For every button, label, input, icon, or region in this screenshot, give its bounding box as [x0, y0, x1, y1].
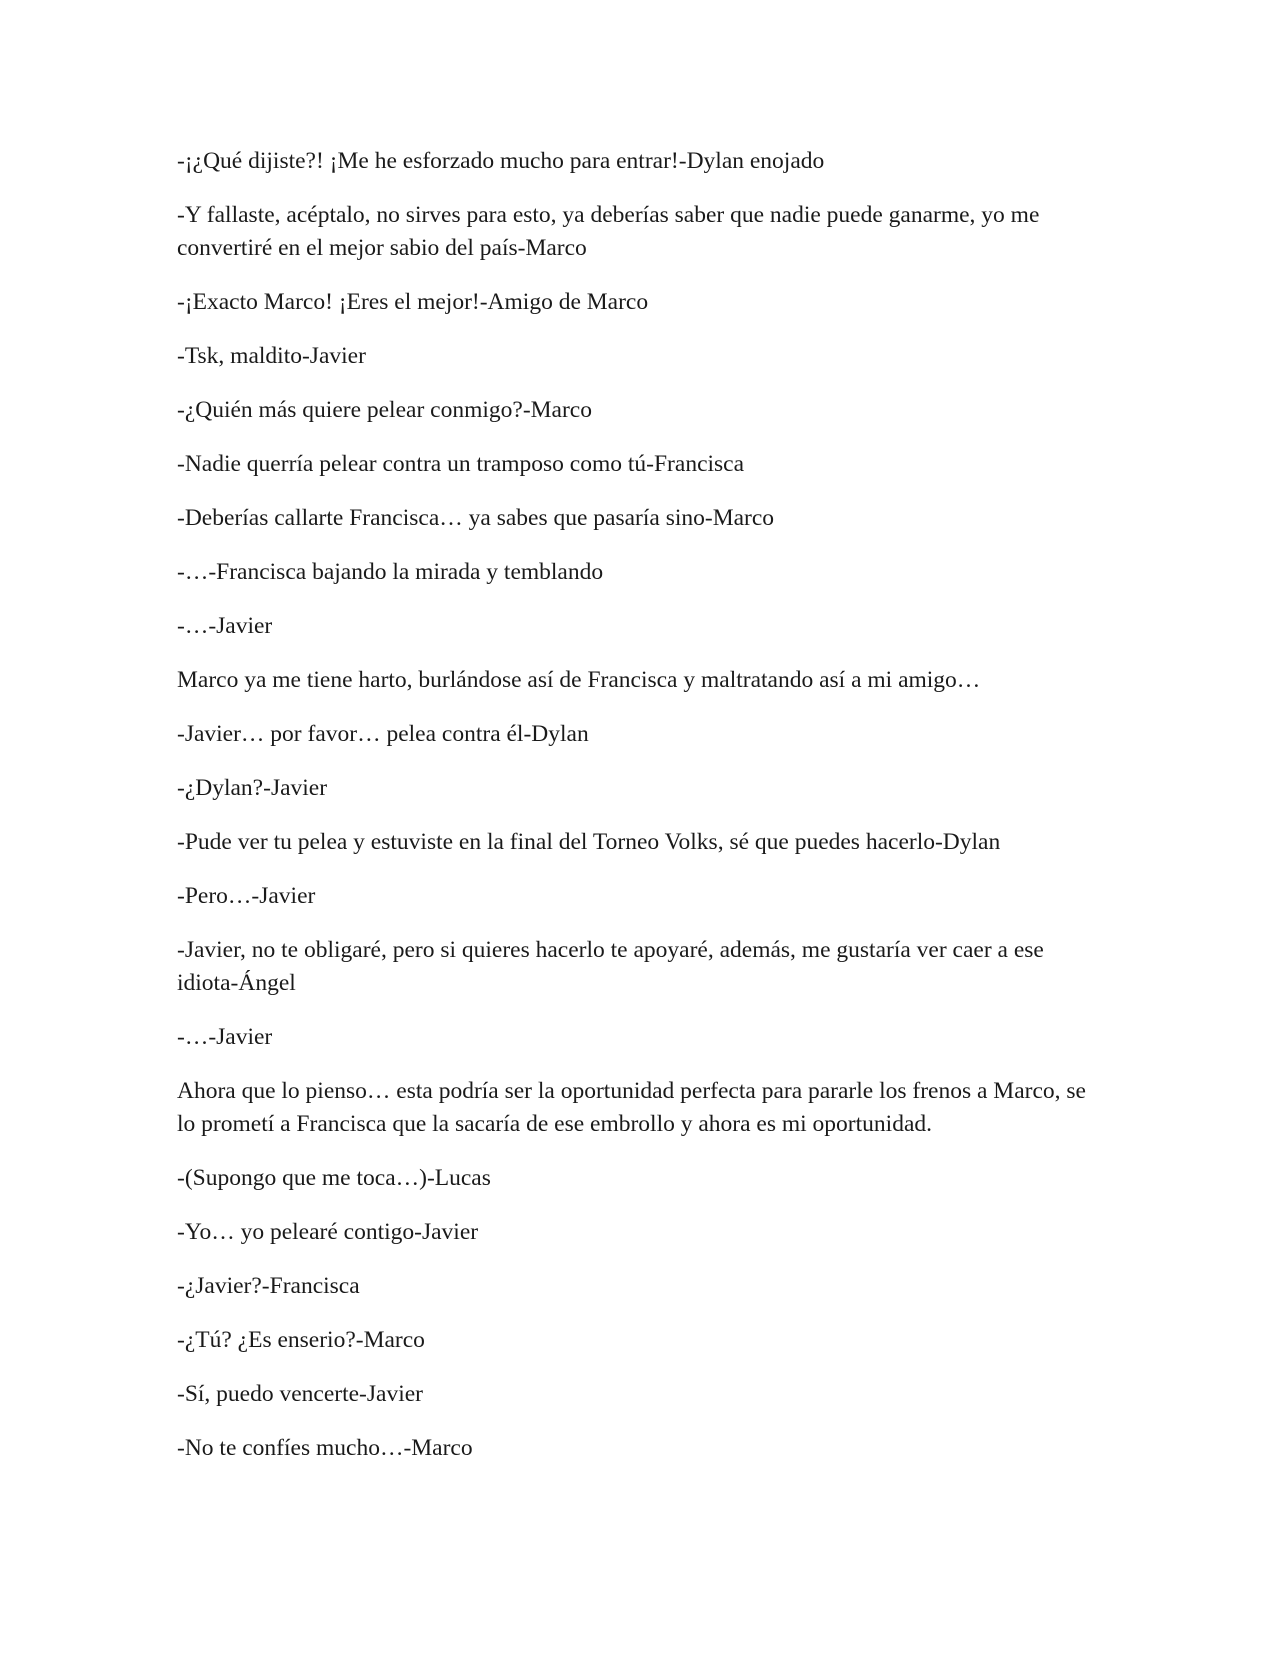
paragraph: -Pero…-Javier	[177, 883, 316, 909]
paragraph: -Sí, puedo vencerte-Javier	[177, 1381, 423, 1407]
paragraph: -¡Exacto Marco! ¡Eres el mejor!-Amigo de Marco	[177, 289, 649, 315]
paragraph: -…-Francisca bajando la mirada y temblando	[177, 559, 604, 585]
paragraph: -Tsk, maldito-Javier	[177, 343, 366, 369]
paragraph: -¡¿Qué dijiste?! ¡Me he esforzado mucho para entrar!-Dylan enojado	[177, 148, 825, 174]
paragraph: -¿Dylan?-Javier	[177, 775, 328, 801]
paragraph: -¿Tú? ¿Es enserio?-Marco	[177, 1327, 425, 1353]
paragraph: -(Supongo que me toca…)-Lucas	[177, 1165, 491, 1191]
paragraph: -Javier… por favor… pelea contra él-Dylan	[177, 721, 589, 747]
paragraph: -…-Javier	[177, 613, 273, 639]
paragraph: -…-Javier	[177, 1024, 273, 1050]
paragraph: -¿Javier?-Francisca	[177, 1273, 360, 1299]
paragraph: -Pude ver tu pelea y estuviste en la final del Torneo Volks, sé que puedes hacerlo-Dylan	[177, 829, 1001, 855]
paragraph: -Yo… yo pelearé contigo-Javier	[177, 1219, 479, 1245]
paragraph: Ahora que lo pienso… esta podría ser la oportunidad perfecta para pararle los frenos a Marco, se lo prometí a Francisca que la sacaría de ese embrollo y ahora es mi oportunidad.	[177, 1078, 1086, 1137]
paragraph: Marco ya me tiene harto, burlándose así de Francisca y maltratando así a mi amigo…	[177, 667, 981, 693]
paragraph: -¿Quién más quiere pelear conmigo?-Marco	[177, 397, 592, 423]
document-body	[177, 145, 1107, 1486]
paragraph: -Deberías callarte Francisca… ya sabes que pasaría sino-Marco	[177, 505, 775, 531]
paragraph: -Y fallaste, acéptalo, no sirves para esto, ya deberías saber que nadie puede ganarme, yo me convertiré en el mejor sabio del país-Marco	[177, 202, 1040, 261]
paragraph: -Nadie querría pelear contra un tramposo como tú-Francisca	[177, 451, 745, 477]
paragraph: -Javier, no te obligaré, pero si quieres hacerlo te apoyaré, además, me gustaría ver caer a ese idiota-Ángel	[177, 937, 1044, 996]
paragraph: -No te confíes mucho…-Marco	[177, 1435, 473, 1461]
